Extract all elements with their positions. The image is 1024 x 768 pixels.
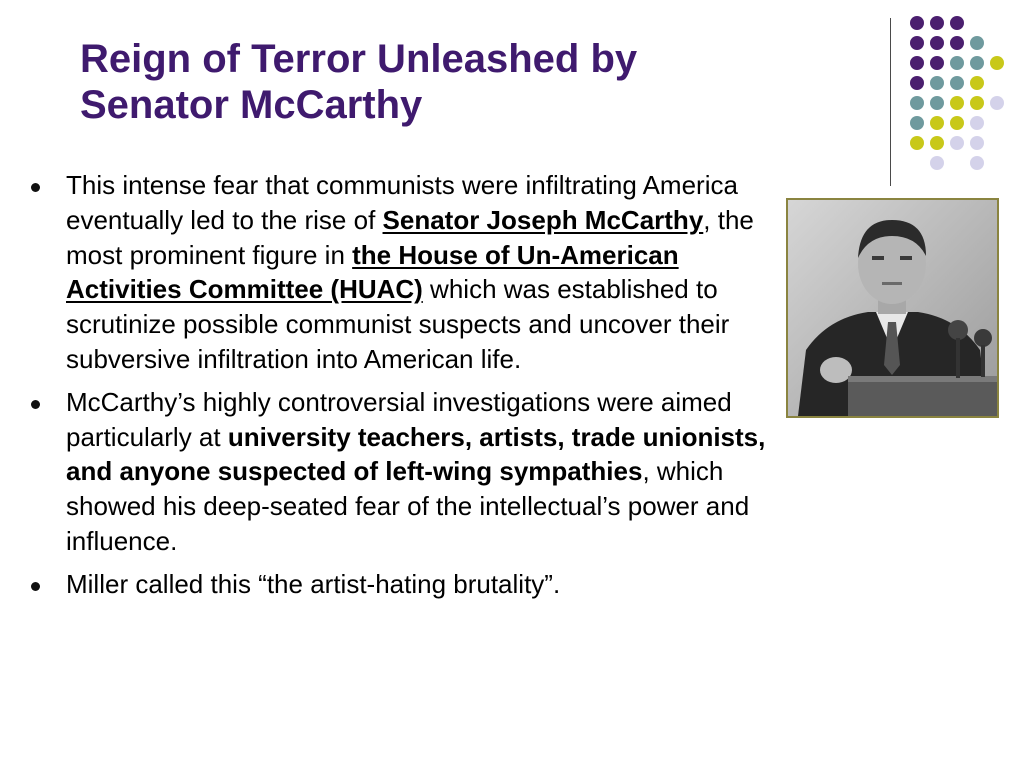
dot-lavender — [990, 96, 1004, 110]
title-line-1: Reign of Terror Unleashed by — [80, 37, 638, 81]
bullet-dot-icon — [31, 183, 40, 192]
bullet-text: , which showed his deep-seated fear of the intellectual’s power and influence. — [66, 456, 750, 556]
huac-link-text: the House of Un-American Activities Committee (HUAC) — [66, 239, 679, 305]
bullet-text: McCarthy’s highly controversial investigations were aimed particularly at — [66, 386, 732, 452]
dot-purple — [930, 36, 944, 50]
dot-purple — [950, 16, 964, 30]
bullet-dot-icon — [31, 582, 40, 591]
dot-lavender — [970, 116, 984, 130]
dot-teal — [970, 36, 984, 50]
dot-teal — [970, 56, 984, 70]
dot-purple — [910, 36, 924, 50]
dot-purple — [910, 76, 924, 90]
bullet-list — [28, 168, 768, 610]
bullet-text: , the most prominent figure in — [66, 204, 754, 270]
bullet-item — [28, 385, 768, 559]
portrait-illustration — [788, 200, 997, 416]
bullet-item — [28, 168, 768, 377]
bullet-text: Miller called this “the artist-hating brutality”. — [66, 568, 561, 599]
dot-yellow — [950, 116, 964, 130]
mccarthy-link-text: Senator Joseph McCarthy — [382, 204, 704, 235]
bullet-dot-icon — [31, 400, 40, 409]
dot-purple — [930, 56, 944, 70]
dot-yellow — [970, 96, 984, 110]
dot-teal — [950, 76, 964, 90]
dot-lavender — [950, 136, 964, 150]
dot-yellow — [950, 96, 964, 110]
bullet-item — [28, 567, 768, 602]
dot-teal — [930, 96, 944, 110]
dot-lavender — [970, 136, 984, 150]
dot-yellow — [970, 76, 984, 90]
title-line-2: Senator McCarthy — [80, 83, 423, 127]
dot-yellow — [910, 136, 924, 150]
bullet-text: This intense fear that communists were infiltrating America eventually led to the rise of — [66, 170, 738, 235]
dot-teal — [910, 116, 924, 130]
dot-teal — [950, 56, 964, 70]
dot-purple — [910, 16, 924, 30]
mccarthy-photo — [786, 198, 999, 418]
dot-purple — [950, 36, 964, 50]
bold-targets-text: university teachers, artists, trade unionists, and anyone suspected of left-wing sympathies — [66, 421, 766, 487]
dot-purple — [930, 16, 944, 30]
dot-yellow — [990, 56, 1004, 70]
dot-yellow — [930, 136, 944, 150]
dot-teal — [910, 96, 924, 110]
dot-yellow — [930, 116, 944, 130]
dot-teal — [930, 76, 944, 90]
dot-lavender — [930, 156, 944, 170]
dot-lavender — [970, 156, 984, 170]
bullet-text: which was established to scrutinize possible communist suspects and uncover their subversive infiltration into American life. — [66, 274, 730, 374]
dot-purple — [910, 56, 924, 70]
